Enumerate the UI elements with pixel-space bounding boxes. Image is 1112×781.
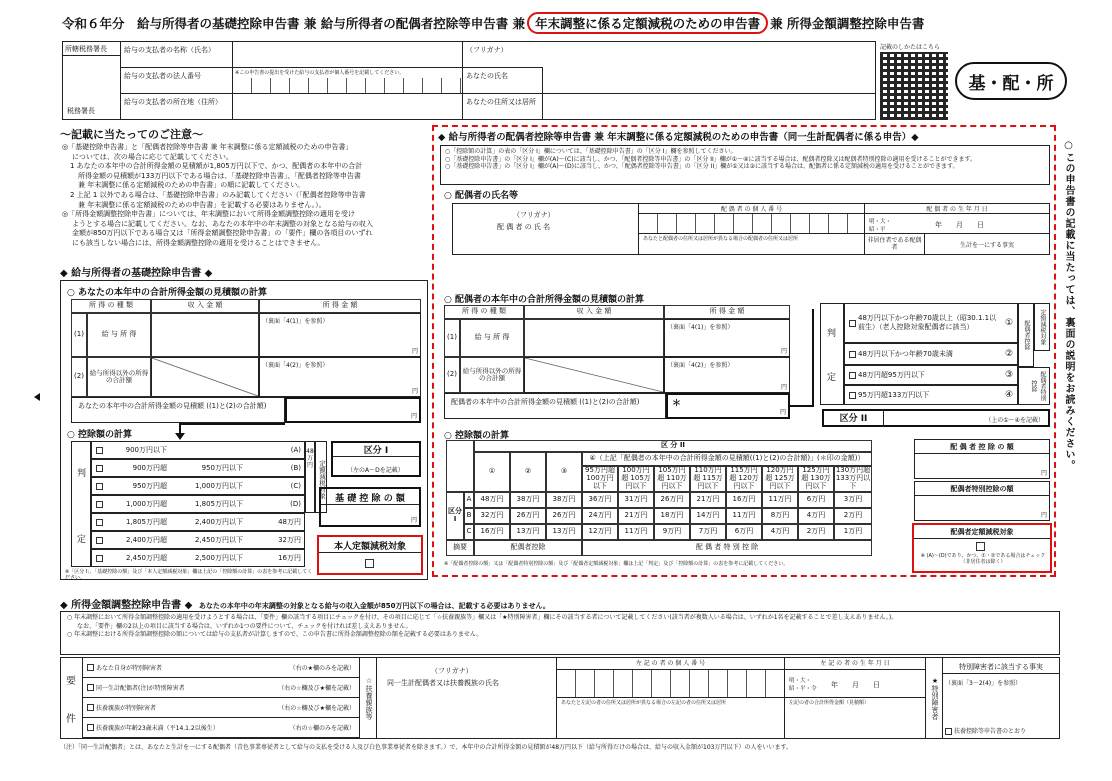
matrix-value: 3万円 [834, 492, 872, 508]
row2-ref: （裏面「4(2)」を参照） [667, 362, 734, 369]
range-from: 1,000万円超 [125, 500, 167, 508]
side-spouse-target: 定額減税対象 [1034, 303, 1050, 351]
fuyo-birth-field[interactable] [785, 670, 925, 698]
spouse-judge-mark: ② [1004, 349, 1014, 359]
req-checkbox[interactable] [87, 724, 94, 731]
spouse-total-field[interactable] [666, 393, 790, 419]
req-checkbox[interactable] [87, 664, 94, 671]
matrix-col4-head: ④（上記「配偶者の本年中の合計所得金額の見積額((1)と(2)の合計額)」(＊印の金額)） [582, 452, 872, 466]
matrix-corner [446, 440, 474, 492]
adj-notes [60, 611, 1060, 655]
matrix-value: 16万円 [726, 492, 762, 508]
self-target-checkbox[interactable] [365, 559, 374, 568]
matrix-col-head: ③ [546, 452, 582, 492]
note-line: 金額が850万円以下である場合又は「所得金額調整控除申告書」の「要件」欄の各項目のいずれ [72, 229, 373, 238]
kubun2-note: （上の①〜④を記載） [985, 417, 1044, 424]
matrix-value: 36万円 [582, 492, 618, 508]
payer-address-field[interactable] [233, 94, 463, 120]
row2-ref: （裏面「4(2)」を参照） [262, 362, 329, 369]
range-row[interactable] [91, 441, 305, 459]
star-mark: ＊ [672, 399, 682, 409]
range-checkbox[interactable] [96, 537, 103, 544]
matrix-subcol-head: 130万円超 133万円以下 [834, 466, 872, 492]
judge-label2: 定 [77, 535, 87, 545]
spouse-judge-text: 95万円超133万円以下 [858, 390, 930, 399]
spouse-name-label: 配 偶 者 の 氏 名 [497, 223, 551, 231]
kubun2-box[interactable] [822, 409, 1050, 427]
judge-label: 判 [827, 329, 837, 339]
note-line: については、次の場合に応じて記載してください。 [72, 152, 233, 161]
adj-note: なお、「要件」欄の2以上の項目に該当する場合は、いずれか1つの要件について、チェックを付ければ差し支えありません。 [77, 622, 412, 630]
self-target-label: 本人定額減税対象 [319, 537, 421, 553]
basic-heading: ◆ 給与所得者の基礎控除申告書 ◆ [60, 268, 213, 279]
note-line: ◎「基礎控除申告書」と「配偶者控除等申告書 兼 年末調整に係る定額減税のための申告書」 [62, 143, 353, 151]
spouse-judge-checkbox[interactable] [849, 320, 856, 327]
form-badge: 基・配・所 [955, 62, 1067, 100]
range-row[interactable] [91, 495, 305, 513]
matrix-value: 16万円 [474, 524, 510, 540]
row1-income[interactable] [259, 313, 421, 357]
deduct-heading: ○ 控除額の計算 [67, 430, 132, 440]
row2-no: (2) [71, 357, 87, 397]
matrix-value: 9万円 [654, 524, 690, 540]
row2-label: 給与所得以外の所得の合計額 [87, 357, 151, 397]
req-checkbox[interactable] [87, 704, 94, 711]
arrow-up-line [812, 309, 814, 407]
spouse-note: ○「基礎控除申告書」の「区分 I」欄が(A)〜(C)に該当し、かつ、「配偶者控除等申告書」の「区分 II」欄が①〜④に該当する場合は、配偶者控除又は配偶者特別控除の適用を受けることができます。 [445, 155, 977, 163]
row1-no: (1) [444, 319, 460, 357]
range-checkbox[interactable] [96, 501, 103, 508]
note-line: 兼 年末調整に係る定額減税のための申告書」の順に記載してください。 [78, 181, 305, 190]
matrix-value: 11万円 [726, 508, 762, 524]
range-to: 1,805万円以下 [194, 500, 243, 508]
identification-box [62, 41, 876, 120]
fact-check-label: 扶養控除等申告書のとおり [954, 728, 1027, 735]
range-from: 2,400万円超 [125, 536, 167, 544]
title-part-b: 年末調整に係る定額減税のための申告書 [527, 12, 768, 34]
range-to: 1,000万円以下 [194, 482, 243, 490]
furigana-text: （フリガナ） [466, 46, 508, 54]
matrix-value: 1万円 [834, 524, 872, 540]
col-income: 所 得 金 額 [259, 299, 421, 313]
fact-checkbox[interactable] [945, 728, 952, 735]
note-line: ◎「所得金額調整控除申告書」については、年末調整において所得金額調整控除の適用を受け [62, 210, 355, 219]
note-line: 2 上記 1 以外である場合は、「基礎控除申告書」のみ記載してください（「配偶者控除等申告書 [70, 190, 366, 199]
matrix-value: 11万円 [618, 524, 654, 540]
notes-heading: 〜記載に当たってのご注意〜 [60, 128, 203, 141]
range-checkbox[interactable] [96, 483, 103, 490]
matrix-value: 13万円 [510, 524, 546, 540]
yen-unit: 円 [780, 348, 787, 355]
spouse-note: ○「基礎控除申告書」の「区分 I」欄が(A)〜(D)に該当し、かつ、「配偶者控除等申告書」の「区分 II」欄が①又は②に該当する場合は、配偶者に係る定額減税の適用を受けることができます。 [445, 163, 959, 171]
payer-number-boxes [233, 78, 461, 93]
adj-heading-row [60, 596, 550, 611]
col-type: 所 得 の 種 類 [71, 299, 151, 313]
left-marker-icon [34, 393, 40, 401]
your-address-label: あなたの住所又は居所 [463, 94, 543, 120]
spouse-name-field[interactable] [453, 204, 639, 254]
adj-heading: ◆ 所得金額調整控除申告書 ◆ [60, 600, 193, 611]
spouse-income-heading: ○ 配偶者の本年中の合計所得金額の見積額の計算 [444, 295, 644, 305]
matrix-value: 6万円 [726, 524, 762, 540]
spouse-target-note: ※ (A)〜(D)であり、かつ、①・②である場合はチェック（非居住者は除く） [920, 553, 1046, 565]
range-from: 2,450万円超 [125, 554, 167, 562]
row1-label: 給 与 所 得 [460, 319, 524, 357]
range-to: 2,400万円以下 [194, 518, 243, 526]
basic-foot: ※「区分 I」、「基礎控除の額」及び「本人定額減税対象」欄は上記の「控除額の計算」の表を参考に記載してください。 [65, 569, 313, 581]
payer-number-label: 給与の支払者の法人番号 [121, 68, 233, 94]
matrix-subcol-head: 95万円超 100万円以下 [582, 466, 618, 492]
spouse-foot: ※「配偶者控除の額」又は「配偶者特別控除の額」及び「配偶者定額減税対象」欄は上記「判定」及び「控除額の計算」の表を参考に記載してください。 [444, 561, 789, 567]
spouse-judge-checkbox[interactable] [849, 392, 856, 399]
spouse-judge-mark: ① [1004, 318, 1014, 328]
matrix-value: 12万円 [582, 524, 618, 540]
side-spouse-deduct: 配偶者控除 [1018, 303, 1034, 367]
fuyo-number-label: 左 記 の 者 の 個 人 番 号 [557, 658, 785, 670]
matrix-subcol-head: 110万円超 115万円以下 [690, 466, 726, 492]
col-income: 所 得 金 額 [664, 305, 790, 319]
basic-deduct-box[interactable] [319, 487, 421, 527]
fuyo-address-field[interactable]: あなたと左記の者の住所又は居所が異なる場合の左記の者の住所又は居所 [557, 698, 785, 738]
basic-deduct-label: 基 礎 控 除 の 額 [321, 489, 419, 505]
spouse-notes [440, 145, 1050, 185]
matrix-value: 32万円 [474, 508, 510, 524]
judge-label2: 定 [827, 373, 837, 383]
range-row[interactable] [91, 549, 305, 567]
req-note: （右の☆欄及び★欄を記載） [278, 685, 355, 692]
fuyo-income-field[interactable]: 左記の者の合計所得金額（見積額） [789, 700, 870, 706]
req-text: 扶養親族が特別障害者 [96, 705, 157, 712]
basic-income-heading: ○ あなたの本年中の合計所得金額の見積額の計算 [67, 288, 267, 298]
ymd-label: 年 月 日 [935, 221, 984, 229]
arrow-right-line [790, 405, 814, 407]
spouse-target-box[interactable] [912, 523, 1052, 573]
kubun1-note: （左のA〜Dを記載） [347, 467, 404, 474]
spouse-name-heading: ○ 配偶者の氏名等 [444, 191, 518, 201]
matrix-value: 26万円 [654, 492, 690, 508]
matrix-value: 7万円 [690, 524, 726, 540]
req-row[interactable] [83, 718, 359, 738]
req-note: （右の☆欄及び★欄を記載） [278, 705, 355, 712]
range-to: 950万円以下 [201, 464, 243, 472]
payer-address-label: 給与の支払者の所在地（住所） [121, 94, 233, 120]
note-line: 1 あなたの本年中の合計所得金額の見積額が1,805万円以下で、かつ、配偶者の本年中の合計 [70, 162, 363, 171]
spouse-judge-checkbox[interactable] [849, 351, 856, 358]
matrix-value: 13万円 [546, 524, 582, 540]
yen-unit: 円 [411, 348, 418, 355]
yen-unit: 円 [411, 388, 418, 395]
spouse-total-label: 配偶者の本年中の合計所得金額の見積額 ((1)と(2)の合計額) [444, 393, 666, 419]
range-table [91, 441, 305, 567]
row1-label: 給 与 所 得 [87, 313, 151, 357]
row1-ref: （裏面「4(1)」を参照） [262, 318, 329, 325]
spouse-judge-table [844, 303, 1018, 405]
matrix-value: 2万円 [834, 508, 872, 524]
range-row[interactable] [91, 477, 305, 495]
fuyo-name-field[interactable] [377, 658, 557, 738]
qr-code-icon[interactable] [880, 52, 948, 120]
note-line: にも該当しない場合には、所得金額調整控除の適用を受けることはできません。 [72, 238, 325, 247]
spouse-number-field[interactable] [639, 214, 865, 234]
yen-unit: 円 [410, 413, 417, 420]
row1-no: (1) [71, 313, 87, 357]
matrix-value: 26万円 [510, 508, 546, 524]
spouse-row1-revenue[interactable] [524, 319, 664, 357]
matrix-value: 38万円 [546, 492, 582, 508]
vertical-note: ○この申告書の記載に当たっては、裏面の説明をお読みください。 [1063, 140, 1074, 471]
spouse-judge-text: 48万円超95万円以下 [858, 370, 925, 379]
req-row[interactable] [83, 658, 359, 678]
spouse-note: ○「控除額の計算」の表の「区分 I」欄については、「基礎控除申告書」の「区分 I」欄を参照してください。 [445, 148, 737, 155]
yen-unit: 円 [780, 384, 787, 391]
furigana-label: （フリガナ） [513, 211, 555, 219]
matrix-value: 4万円 [762, 524, 798, 540]
matrix-subcol-head: 115万円超 120万円以下 [726, 466, 762, 492]
range-to: 2,500万円以下 [194, 554, 243, 562]
matrix-col-head: ① [474, 452, 510, 492]
title-part-c: 兼 所得金額調整控除申告書 [770, 16, 925, 31]
side-tax-target: 定額減税対象 [315, 441, 327, 513]
spouse-birth-label: 配 偶 者 の 生 年 月 日 [865, 204, 1049, 214]
req-label2: 件 [66, 714, 76, 725]
matrix-value: 21万円 [618, 508, 654, 524]
row2-revenue-na [151, 357, 259, 397]
range-from: 950万円超 [132, 482, 167, 490]
matrix-kubun2-header: 区 分 II [474, 440, 872, 452]
era-label: 明・大・昭・平・令 [789, 678, 817, 692]
matrix-value: 38万円 [510, 492, 546, 508]
furigana-label: （フリガナ） [431, 667, 473, 675]
notes-body [62, 143, 437, 249]
adj-note: ○ 年末調整において所得金額調整控除の適用を受けようとする場合は、「要件」欄の該当する項目にチェックを付け、その項目に応じて「☆扶養親族等」欄又は「★特別障害者」欄にその該当する者について記載してください(該当者が複数人いる場合は、いずれか1名を記載することで差し支えありません。)。 [67, 614, 898, 621]
fuyo-name-label: 同一生計配偶者又は扶養親族の氏名 [387, 679, 499, 687]
matrix-value: 2万円 [798, 524, 834, 540]
req-text: 同一生計配偶者(注)が特別障害者 [96, 685, 185, 692]
payer-name-field[interactable] [233, 42, 463, 68]
matrix-value: 31万円 [618, 492, 654, 508]
spouse-row1-income[interactable] [664, 319, 790, 357]
req-list [83, 658, 359, 738]
req-note: （右の★欄のみを記載） [289, 665, 355, 672]
range-key: (C) [290, 482, 301, 490]
req-row[interactable] [83, 698, 359, 718]
judge-label: 判 [77, 469, 87, 479]
adj-foot: （注）「同一生計配偶者」とは、あなたと生計を一にする配偶者（青色事業専従者として給与の支払を受ける人及び白色事業専従者を除きます。）で、本年中の合計所得金額の見積額が48万円以下（給与所得だけの場合は、給与の収入金額が103万円以下）の人をいいます。 [60, 744, 793, 751]
payer-number-field[interactable] [233, 68, 463, 94]
title-part-a: 令和６年分 給与所得者の基礎控除申告書 兼 給与所得者の配偶者控除等申告書 兼 [62, 16, 526, 31]
furigana-label [463, 42, 543, 68]
tax-office-label: 税務署長 [67, 107, 95, 115]
row2-income[interactable] [259, 357, 421, 397]
range-from: 900万円超 [132, 464, 167, 472]
living-label[interactable]: 生計を一にする事実 [959, 242, 1014, 249]
range-from: 900万円以下 [125, 446, 167, 454]
adj-sub: あなたの本年中の年末調整の対象となる給与の収入金額が850万円以下の場合は、記載する必要はありません。 [198, 602, 550, 610]
payer-number-note: ※この申告書の提出を受けた給与の支払者が個人番号を記載してください。 [235, 70, 405, 76]
matrix-value: 24万円 [582, 508, 618, 524]
matrix-value: 21万円 [690, 492, 726, 508]
fact-field[interactable] [943, 658, 1059, 738]
matrix-value: 6万円 [798, 492, 834, 508]
spouse-judge-row[interactable] [844, 365, 1018, 385]
spouse-judge-row[interactable] [844, 385, 1018, 405]
spouse-address-label[interactable]: あなたと配偶者の住所又は居所が異なる場合の配偶者の住所又は居所 [639, 234, 865, 254]
spouse-judge-text: 48万円以下かつ年齢70歳以上（昭30.1.1以前生）（老人控除対象配偶者に該当） [858, 314, 997, 331]
spouse-judge-checkbox[interactable] [849, 372, 856, 379]
matrix-row-key: C [464, 524, 474, 540]
spouse-special-amount-label: 配偶者特別控除の額 [915, 482, 1049, 496]
range-from: 1,805万円超 [125, 518, 167, 526]
fact-label: 特別障害者に該当する事実 [943, 658, 1059, 674]
ymd-label: 年 月 日 [831, 681, 880, 689]
spouse-row2-revenue-na [524, 357, 664, 393]
self-target-box[interactable] [317, 535, 423, 575]
fuyo-number-field[interactable] [557, 670, 785, 698]
spouse-target-checkbox[interactable] [976, 542, 985, 551]
matrix-summary-special: 配 偶 者 特 別 控 除 [582, 540, 872, 556]
range-key: 48万円 [278, 518, 301, 526]
spouse-name-table [452, 203, 1050, 255]
req-checkbox[interactable] [87, 684, 94, 691]
row2-no: (2) [444, 357, 460, 393]
era-label: 明・大・昭・平 [869, 219, 892, 233]
matrix-subcol-head: 125万円超 130万円以下 [798, 466, 834, 492]
office-head: 所轄税務署長 [63, 42, 121, 56]
matrix-value: 26万円 [546, 508, 582, 524]
yen-unit: 円 [1040, 470, 1047, 477]
spouse-heading: ◆ 給与所得者の配偶者控除等申告書 兼 年末調整に係る定額減税のための申告書（同一生計配偶者に係る申告）◆ [438, 132, 919, 143]
range-key: 32万円 [278, 536, 301, 544]
tokubetsu-label: ★特別障害者 [925, 658, 943, 738]
req-text: あなた自身が特別障害者 [96, 665, 163, 672]
matrix-value: 18万円 [654, 508, 690, 524]
req-text: 扶養親族が年齢23歳未満（平14.1.2以後生） [96, 725, 219, 732]
spouse-section [432, 125, 1056, 577]
range-checkbox[interactable] [96, 555, 103, 562]
matrix-value: 4万円 [798, 508, 834, 524]
range-key: (D) [290, 500, 301, 508]
matrix-subcol-head: 105万円超 110万円以下 [654, 466, 690, 492]
fuyo-label: ☆扶養親族等 [359, 658, 377, 738]
matrix-value: 48万円 [474, 492, 510, 508]
spouse-judge-row[interactable] [844, 343, 1018, 365]
req-col [61, 658, 83, 738]
spouse-judge-row[interactable] [844, 303, 1018, 343]
note-line: 所得金額の見積額が133万円以下である場合は、「基礎控除申告書」、「配偶者控除等申告書 [78, 171, 361, 180]
basic-section [60, 280, 428, 580]
yen-unit: 円 [779, 409, 786, 416]
range-row[interactable] [91, 459, 305, 477]
qr-caption: 記載のしかたはこちら [880, 44, 941, 51]
matrix-value: 8万円 [762, 508, 798, 524]
kubun2-label: 区分 II [824, 411, 884, 425]
spouse-judge-mark: ③ [1004, 370, 1014, 380]
spouse-judge-text: 48万円以下かつ年齢70歳未満 [858, 349, 953, 358]
col-revenue: 収 入 金 額 [151, 299, 259, 313]
spouse-deduct-amount-box[interactable] [914, 439, 1050, 479]
col-revenue: 収 入 金 額 [524, 305, 664, 319]
spouse-deduct-amount-label: 配 偶 者 控 除 の 額 [915, 440, 1049, 454]
spouse-deduct-heading: ○ 控除額の計算 [444, 431, 509, 441]
req-row[interactable] [83, 678, 359, 698]
matrix-value: 11万円 [762, 492, 798, 508]
row1-ref: （裏面「4(1)」を参照） [667, 324, 734, 331]
basic-total-field[interactable] [285, 397, 421, 423]
range-key: 16万円 [278, 554, 301, 562]
matrix-subcol-head: 120万円超 125万円以下 [762, 466, 798, 492]
arrow-line [179, 423, 285, 425]
matrix-kubun1-label: 区分 I [446, 492, 464, 540]
adj-note: ○ 年末調整における所得金額調整控除の額については給与の支払者が計算しますので、この申告書に所得金額調整控除の額を記載する必要はありません。 [67, 631, 483, 639]
side-spouse-special: 配偶者特別控除 [1018, 367, 1050, 405]
payer-name-label: 給与の支払者の名称（氏名） [121, 42, 233, 68]
basic-total-label: あなたの本年中の合計所得金額の見積額 ((1)と(2)の合計額) [71, 397, 285, 423]
adj-table [60, 657, 1060, 739]
note-line: 兼 年末調整に係る定額減税のための申告書」を記載する必要はありません。）。 [78, 200, 326, 209]
note-line: ようとする場合に記載してください。なお、あなたの本年中の年末調整の対象となる給与の収入 [72, 219, 373, 228]
row2-label: 給与所得以外の所得の合計額 [460, 357, 524, 393]
matrix-value: 14万円 [690, 508, 726, 524]
matrix-summary-label: 摘要 [446, 540, 474, 556]
range-checkbox[interactable] [96, 465, 103, 472]
range-key: (A) [290, 446, 301, 454]
spouse-target-label: 配偶者定額減税対象 [914, 525, 1050, 539]
nonresident-label[interactable]: 非居住者である配偶者 [865, 234, 925, 254]
kubun1-box[interactable] [331, 441, 421, 477]
range-to: 2,450万円以下 [194, 536, 243, 544]
spouse-special-amount-box[interactable] [914, 481, 1050, 521]
your-address-field[interactable] [543, 94, 876, 120]
spouse-number-label: 配 偶 者 の 個 人 番 号 [639, 204, 865, 214]
your-name-label: あなたの氏名 [463, 68, 543, 94]
judge-col [71, 441, 91, 567]
range-checkbox[interactable] [96, 447, 103, 454]
spouse-row2-income[interactable] [664, 357, 790, 393]
req-note: （右の☆欄のみを記載） [289, 725, 355, 732]
fact-check-row[interactable] [945, 726, 1026, 735]
spouse-birth-field[interactable] [865, 214, 1049, 234]
kubun1-label: 区分 I [333, 443, 419, 457]
fuyo-birth-label: 左 記 の 者 の 生 年 月 日 [785, 658, 925, 670]
req-label: 要 [66, 676, 76, 687]
spouse-judge-col [820, 303, 844, 405]
range-key: (B) [290, 464, 301, 472]
matrix-summary-deduct: 配偶者控除 [474, 540, 582, 556]
matrix-row-key: B [464, 508, 474, 524]
range-row[interactable] [91, 531, 305, 549]
deduct-matrix [446, 440, 910, 560]
col-type: 所 得 の 種 類 [444, 305, 524, 319]
your-name-field[interactable] [543, 42, 876, 94]
yen-unit: 円 [410, 517, 417, 524]
row1-revenue[interactable] [151, 313, 259, 357]
matrix-row-key: A [464, 492, 474, 508]
range-row[interactable] [91, 513, 305, 531]
matrix-subcol-head: 100万円超 105万円以下 [618, 466, 654, 492]
fact-ref: （裏面「3－2(4)」を参照） [945, 680, 1022, 687]
arrow-head-icon [175, 433, 185, 440]
matrix-col-head: ② [510, 452, 546, 492]
form-title [62, 12, 1022, 34]
spouse-judge-mark: ④ [1004, 390, 1014, 400]
side-48-amount: 48万円 [305, 441, 315, 513]
yen-unit: 円 [1040, 512, 1047, 519]
range-checkbox[interactable] [96, 519, 103, 526]
